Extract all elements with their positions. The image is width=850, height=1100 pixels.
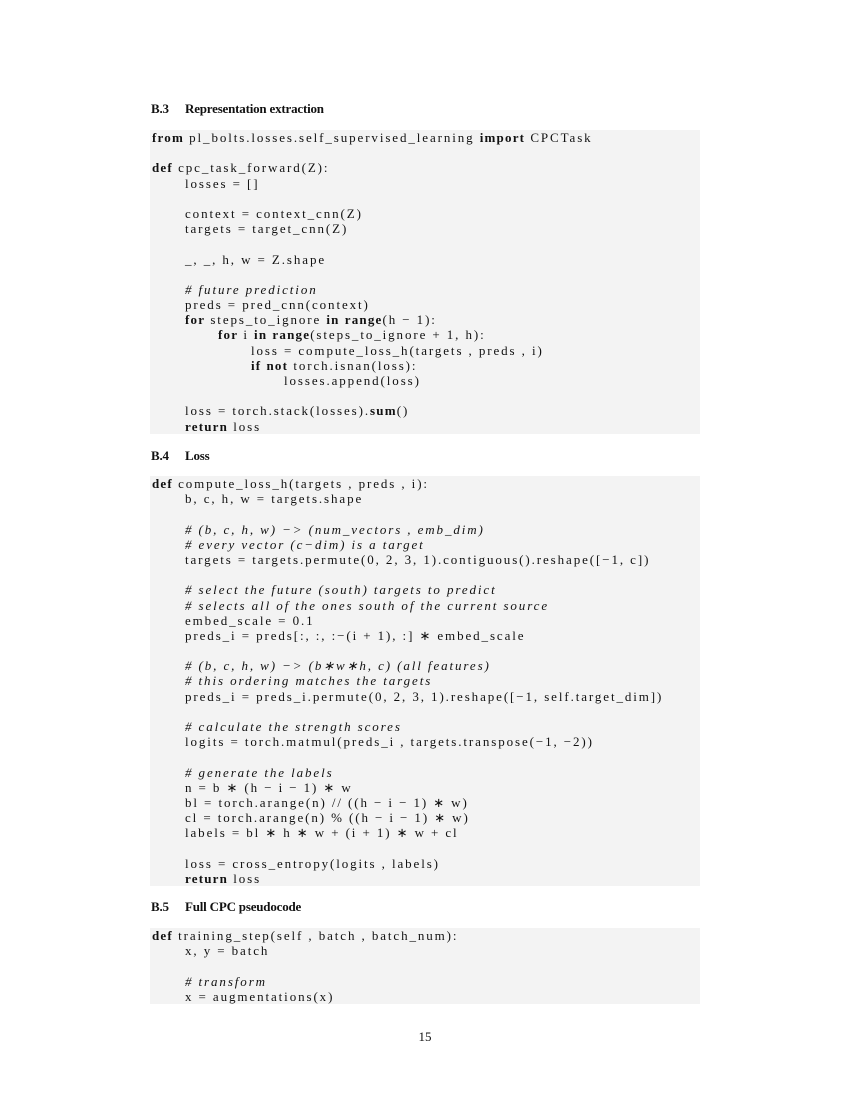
code-keyword: range [272, 327, 311, 343]
code-text: _, _, h, w = Z.shape [185, 251, 327, 267]
code-keyword: for [218, 327, 239, 343]
section-heading-b4 [151, 448, 210, 464]
code-comment: # calculate the strength scores [185, 719, 402, 734]
code-text: preds_i = preds_i.permute(0, 2, 3, 1).reshape([−1, self.target_dim]) [185, 688, 664, 704]
code-text: loss = cross_entropy(logits , labels) [185, 855, 440, 871]
code-keyword: def [152, 476, 173, 491]
page-number: 15 [418, 1029, 432, 1044]
section-title: Loss [185, 448, 210, 463]
code-comment: # (b, c, h, w) −> (num_vectors , emb_dim) [185, 521, 485, 537]
code-line [150, 810, 700, 825]
code-line [150, 327, 700, 342]
code-line [150, 958, 700, 973]
code-text: losses.append(loss) [284, 373, 421, 388]
code-comment: # generate the labels [185, 764, 334, 780]
section-number: B.5 [151, 899, 169, 914]
code-text: (h − 1): [382, 312, 437, 328]
code-text: targets = targets.permute(0, 2, 3, 1).contiguous().reshape([−1, c]) [185, 551, 651, 567]
code-line [150, 419, 700, 434]
code-text: context = context_cnn(Z) [185, 205, 363, 221]
code-text: steps_to_ignore [205, 312, 327, 328]
code-text: x = augmentations(x) [185, 988, 335, 1004]
code-line [150, 689, 700, 704]
code-keyword: import [479, 130, 526, 145]
code-text: preds_i = preds[:, :, :−(i + 1), :] ∗ embed_scale [185, 627, 526, 643]
code-line [150, 236, 700, 251]
code-line [150, 252, 700, 267]
code-line [150, 643, 700, 658]
code-line [150, 191, 700, 206]
code-text: loss = compute_loss_h(targets , preds , i) [251, 342, 544, 358]
code-keyword: in [254, 327, 268, 343]
section-number: B.4 [151, 448, 169, 463]
code-comment: # future prediction [185, 281, 318, 297]
section-title: Representation extraction [185, 101, 324, 116]
section-number: B.3 [151, 101, 169, 116]
code-keyword: return [185, 418, 229, 434]
code-text: loss = torch.stack(losses). [185, 403, 371, 419]
code-line [150, 506, 700, 521]
code-text: (steps_to_ignore + 1, h): [310, 327, 486, 343]
code-line [150, 537, 700, 552]
code-keyword: if [251, 357, 262, 373]
code-line [150, 749, 700, 764]
code-line [150, 388, 700, 403]
code-line [150, 841, 700, 856]
code-line [150, 358, 700, 373]
code-line [150, 780, 700, 795]
code-line [150, 704, 700, 719]
code-text: x, y = batch [185, 943, 270, 959]
code-keyword: return [185, 870, 229, 886]
code-line [150, 312, 700, 327]
code-keyword: not [266, 357, 289, 373]
code-line [150, 871, 700, 886]
code-text: cpc_task_forward(Z): [172, 160, 330, 176]
code-line [150, 598, 700, 613]
code-text: b, c, h, w = targets.shape [185, 491, 364, 507]
code-line [150, 206, 700, 221]
code-keyword: for [185, 312, 206, 328]
section-heading-b3 [151, 101, 324, 117]
code-keyword: from [152, 130, 184, 145]
code-text: training_step(self , batch , batch_num): [172, 928, 459, 943]
code-line [150, 928, 700, 943]
code-line [150, 297, 700, 312]
section-heading-b5 [151, 899, 301, 915]
code-listing-representation-extraction [150, 130, 700, 434]
code-line [150, 943, 700, 958]
code-line [150, 282, 700, 297]
code-comment: # select the future (south) targets to predict [185, 582, 497, 598]
code-line [150, 267, 700, 282]
code-line [150, 825, 700, 840]
code-line [150, 974, 700, 989]
code-text: pl_bolts.losses.self_supervised_learning [184, 130, 480, 145]
code-comment: # this ordering matches the targets [185, 673, 433, 689]
code-line [150, 719, 700, 734]
code-line [150, 403, 700, 418]
code-listing-full-cpc [150, 928, 700, 1004]
code-line [150, 160, 700, 175]
code-line [150, 130, 700, 145]
code-line [150, 856, 700, 871]
code-text: compute_loss_h(targets , preds , i): [172, 476, 429, 491]
code-keyword: def [152, 928, 173, 943]
code-line [150, 373, 700, 388]
code-text: loss [228, 418, 262, 434]
code-line [150, 567, 700, 582]
code-keyword: in [326, 312, 340, 328]
code-line [150, 522, 700, 537]
code-text: labels = bl ∗ h ∗ w + (i + 1) ∗ w + cl [185, 825, 459, 841]
code-comment: # (b, c, h, w) −> (b∗w∗h, c) (all features) [185, 658, 491, 674]
code-text: preds = pred_cnn(context) [185, 297, 370, 313]
code-line [150, 145, 700, 160]
section-title: Full CPC pseudocode [185, 899, 302, 914]
code-keyword: def [152, 160, 173, 176]
code-text: logits = torch.matmul(preds_i , targets.transpose(−1, −2)) [185, 734, 594, 750]
code-line [150, 795, 700, 810]
code-line [150, 476, 700, 491]
code-line [150, 552, 700, 567]
code-text: CPCTask [525, 130, 593, 145]
code-text: i [238, 327, 255, 343]
code-line [150, 673, 700, 688]
code-text: targets = target_cnn(Z) [185, 221, 349, 237]
code-comment: # selects all of the ones south of the current source [185, 597, 550, 613]
code-line [150, 613, 700, 628]
code-text: torch.isnan(loss): [288, 357, 418, 373]
code-line [150, 734, 700, 749]
code-line [150, 658, 700, 673]
code-line [150, 989, 700, 1004]
code-line [150, 628, 700, 643]
code-line [150, 176, 700, 191]
code-text: n = b ∗ (h − i − 1) ∗ w [185, 779, 353, 795]
code-line [150, 343, 700, 358]
code-text: bl = torch.arange(n) // ((h − i − 1) ∗ w) [185, 794, 469, 810]
code-keyword: sum [370, 403, 397, 419]
code-keyword: range [344, 312, 383, 328]
code-line [150, 765, 700, 780]
code-text: embed_scale = 0.1 [185, 612, 315, 628]
code-line [150, 582, 700, 597]
code-line [150, 221, 700, 236]
code-text: cl = torch.arange(n) % ((h − i − 1) ∗ w) [185, 810, 470, 826]
code-text: losses = [] [185, 175, 260, 191]
code-text: loss [228, 870, 262, 886]
code-listing-loss [150, 476, 700, 886]
code-comment: # every vector (c−dim) is a target [185, 536, 425, 552]
code-comment: # transform [185, 973, 267, 989]
code-text: () [396, 403, 410, 419]
code-line [150, 491, 700, 506]
